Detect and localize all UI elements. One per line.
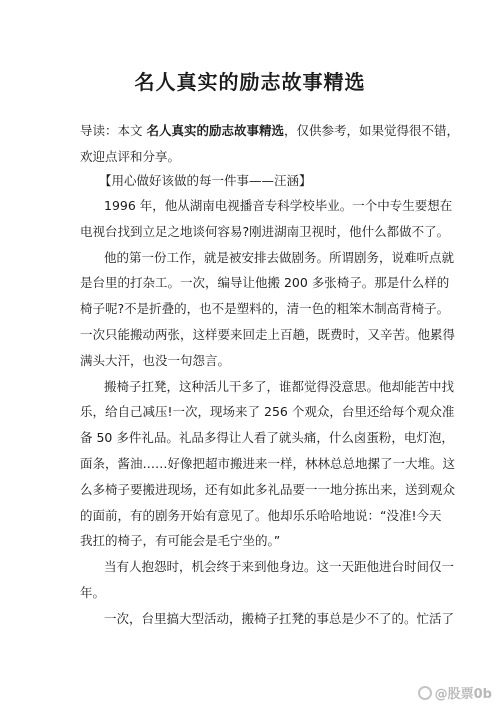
watermark-logo-icon (418, 686, 432, 700)
lead-line-2: 欢迎点评和分享。 (80, 148, 181, 164)
body-line: 么多椅子要搬进现场，还有如此多礼品要一一地分拣出来，送到观众 (80, 481, 456, 497)
lead-suffix: ，仅供参考，如果觉得很不错， (284, 123, 460, 138)
body-line: 满头大汗，也没一句怨言。 (80, 352, 231, 368)
lead-paragraph (80, 118, 460, 170)
body-line: 乐，给自己减压!一次，现场来了 256 个观众，台里还给每个观众准 (80, 404, 455, 420)
body-line: 备 50 多件礼品。礼品多得让人看了就头痛，什么卤蛋粉，电灯泡， (80, 430, 454, 446)
body-line: 当有人抱怨时，机会终于来到他身边。这一天距他进台时间仅一 (104, 559, 455, 575)
lead-prefix: 导读：本文 (80, 123, 147, 138)
watermark-text: @股票0b (434, 687, 492, 702)
body-line: 面条，酱油……好像把超市搬进来一样，林林总总地摞了一大堆。这 (80, 455, 456, 471)
body-text (80, 193, 456, 632)
body-line: 一次，台里搞大型活动，搬椅子扛凳的事总是少不了的。忙活了 (104, 610, 455, 626)
body-line: 电视台找到立足之地谈何容易?刚进湖南卫视时，他什么都做不了。 (80, 223, 450, 239)
body-line: 椅子呢?不是折叠的，也不是塑料的，清一色的粗笨木制高背椅子。 (80, 301, 450, 317)
body-line: 是台里的打杂工。一次，编导让他搬 200 多张椅子。那是什么样的 (80, 275, 450, 291)
watermark (418, 683, 492, 702)
body-line: 他的第一份工作，就是被安排去做剧务。所谓剧务，说难听点就 (104, 249, 455, 265)
body-line: 1996 年，他从湖南电视播音专科学校毕业。一个中专生要想在 (104, 198, 453, 213)
body-line: 的面前，有的剧务开始有意见了。他却乐乐哈哈地说：“没准!今天 (80, 507, 442, 523)
section-heading: 【用心做好该做的每一件事——汪涵】 (99, 173, 312, 188)
lead-bold-title: 名人真实的励志故事精选 (146, 123, 284, 138)
body-line: 我扛的椅子，有可能会是毛宁坐的。” (80, 533, 281, 549)
body-line: 搬椅子扛凳，这种活儿干多了，谁都觉得没意思。他却能苦中找 (104, 378, 455, 394)
body-line: 年。 (80, 584, 106, 600)
page-title: 名人真实的励志故事精选 (134, 70, 366, 94)
body-line: 一次只能搬动两张，这样要来回走上百趟，既费时，又辛苦。他累得 (80, 326, 456, 342)
